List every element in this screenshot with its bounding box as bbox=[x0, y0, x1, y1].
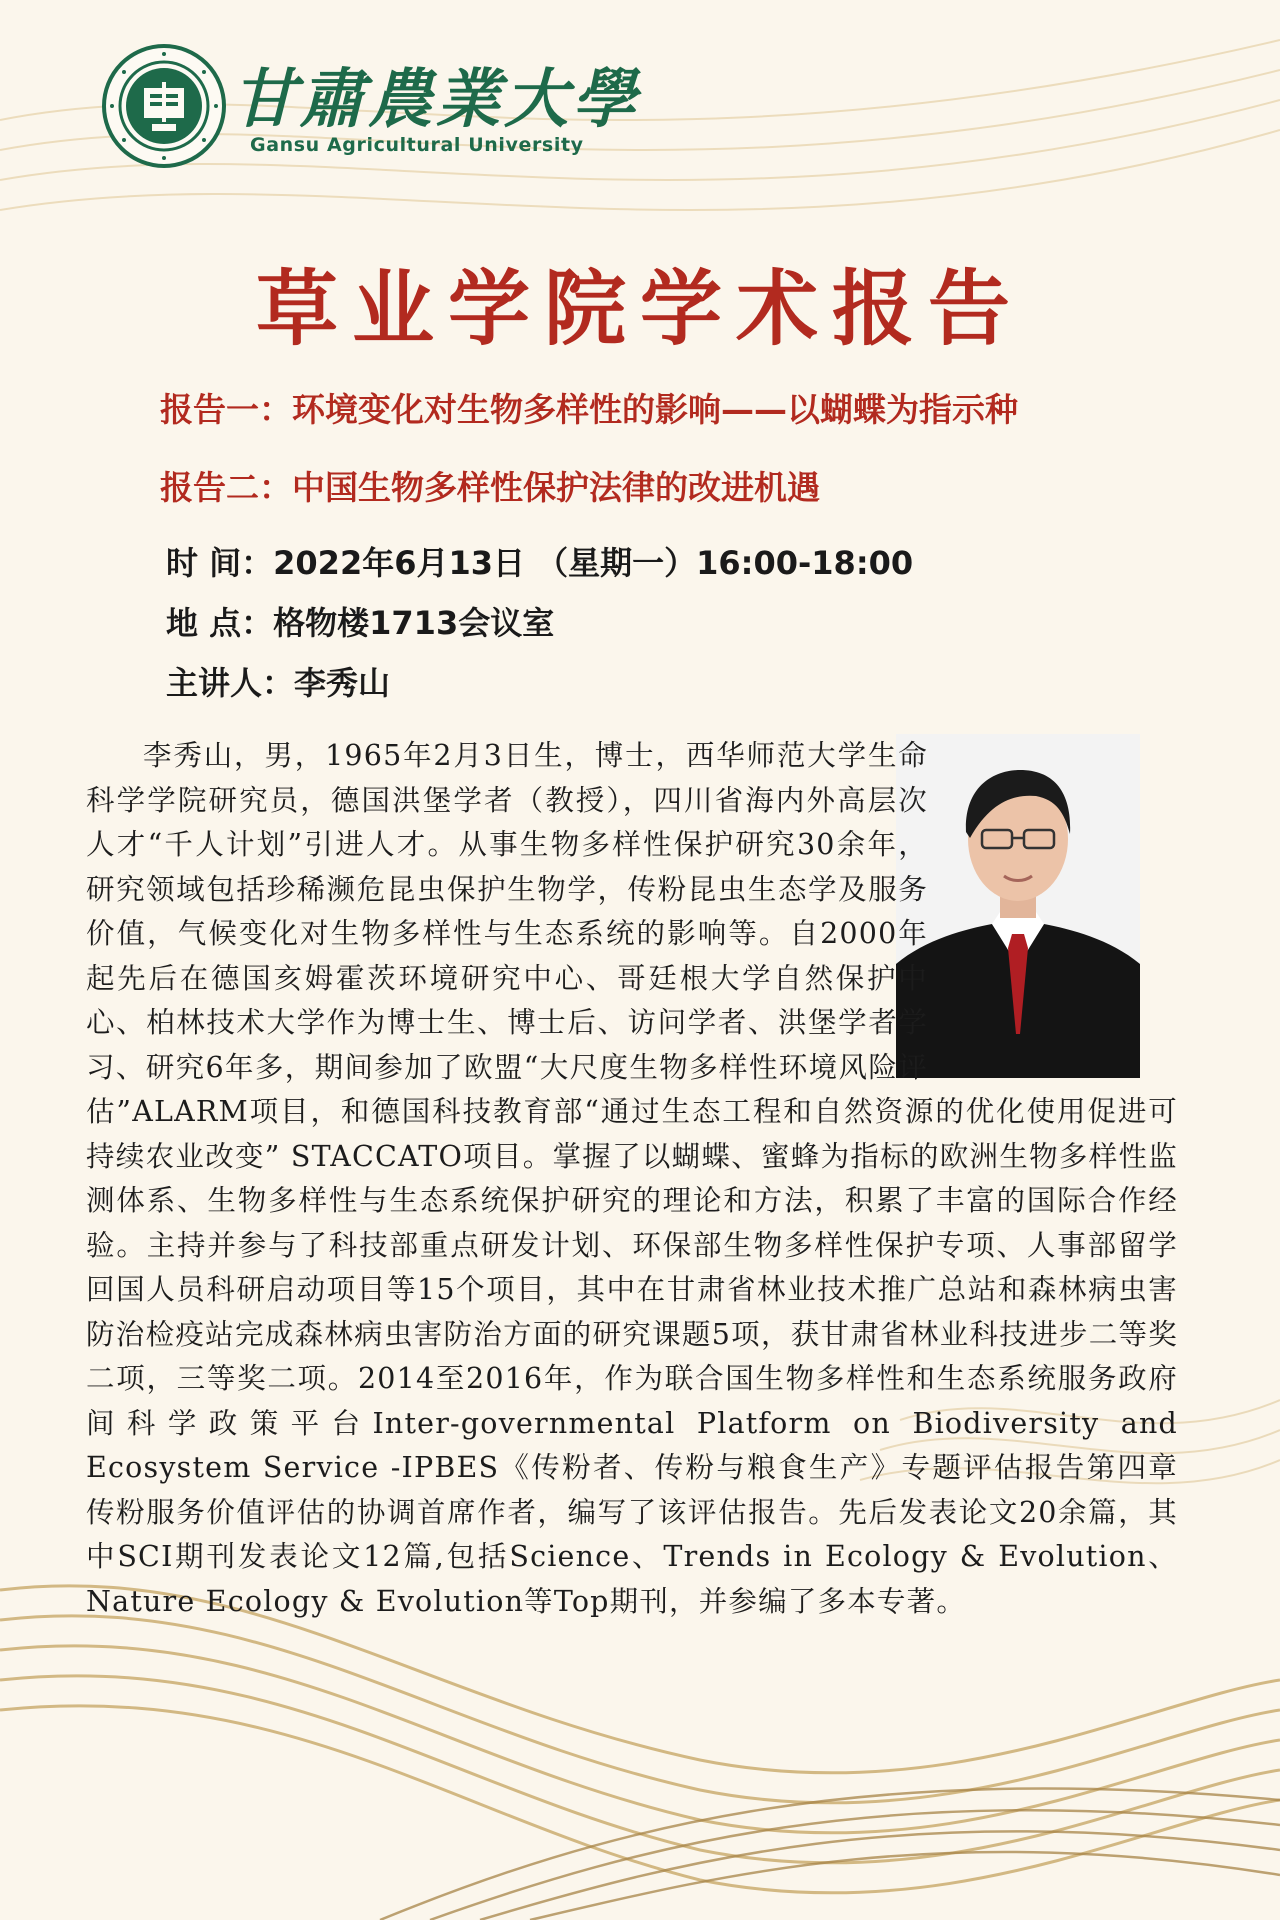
report-two-title: 报告二：中国生物多样性保护法律的改进机遇 bbox=[160, 468, 820, 507]
event-speaker: 主讲人：李秀山 bbox=[166, 664, 391, 702]
event-time: 时 间：2022年6月13日 （星期一）16:00-18:00 bbox=[166, 544, 914, 582]
university-seal-icon bbox=[100, 42, 228, 170]
event-place: 地 点：格物楼1713会议室 bbox=[166, 604, 555, 642]
university-name-cn: 甘肅農業大學 bbox=[232, 62, 640, 137]
speaker-bio bbox=[86, 734, 1178, 1624]
photo-spacer bbox=[928, 734, 1178, 1086]
university-name-en: Gansu Agricultural University bbox=[250, 134, 584, 156]
page-title: 草业学院学术报告 bbox=[255, 262, 1024, 357]
university-header bbox=[100, 42, 640, 172]
report-one-title: 报告一：环境变化对生物多样性的影响——以蝴蝶为指示种 bbox=[160, 390, 1018, 429]
speaker-bio-text: 李秀山，男，1965年2月3日生，博士，西华师范大学生命科学学院研究员，德国洪堡学者（教授），四川省海内外高层次人才“千人计划”引进人才。从事生物多样性保护研究30余年，研究领域包括珍稀濒危昆虫保护生物学，传粉昆虫生态学及服务价值，气候变化对生物多样性与生态系统的影响等。自2000年起先后在德国亥姆霍茨环境研究中心、哥廷根大学自然保护中心、柏林技术大学作为博士生、博士后、访问学者、洪堡学者学习、研究6年多，期间参加了欧盟“大尺度生物多样性环境风险评估”ALARM项目，和德国科技教育部“通过生态工程和自然资源的优化使用促进可持续农业改变” STACCATO项目。掌握了以蝴蝶、蜜蜂为指标的欧洲生物多样性监测体系、生物多样性与生态系统保护研究的理论和方法，积累了丰富的国际合作经验。主持并参与了科技部重点研发计划、环保部生物多样性保护专项、人事部留学回国人员科研启动项目等15个项目，其中在甘肃省林业技术推广总站和森林病虫害防治检疫站完成森林病虫害防治方面的研究课题5项，获甘肃省林业科技进步二等奖二项，三等奖二项。2014至2016年，作为联合国生物多样性和生态系统服务政府间科学政策平台Inter-governmental Platform on Biodiversity and Ecosystem Service -IPBES《传粉者、传粉与粮食生产》专题评估报告第四章传粉服务价值评估的协调首席作者，编写了该评估报告。先后发表论文20余篇，其中SCI期刊发表论文12篇,包括Science、Trends in Ecology & Evolution、Nature Ecology & Evolution等Top期刊，并参编了多本专著。 bbox=[86, 739, 1178, 1618]
